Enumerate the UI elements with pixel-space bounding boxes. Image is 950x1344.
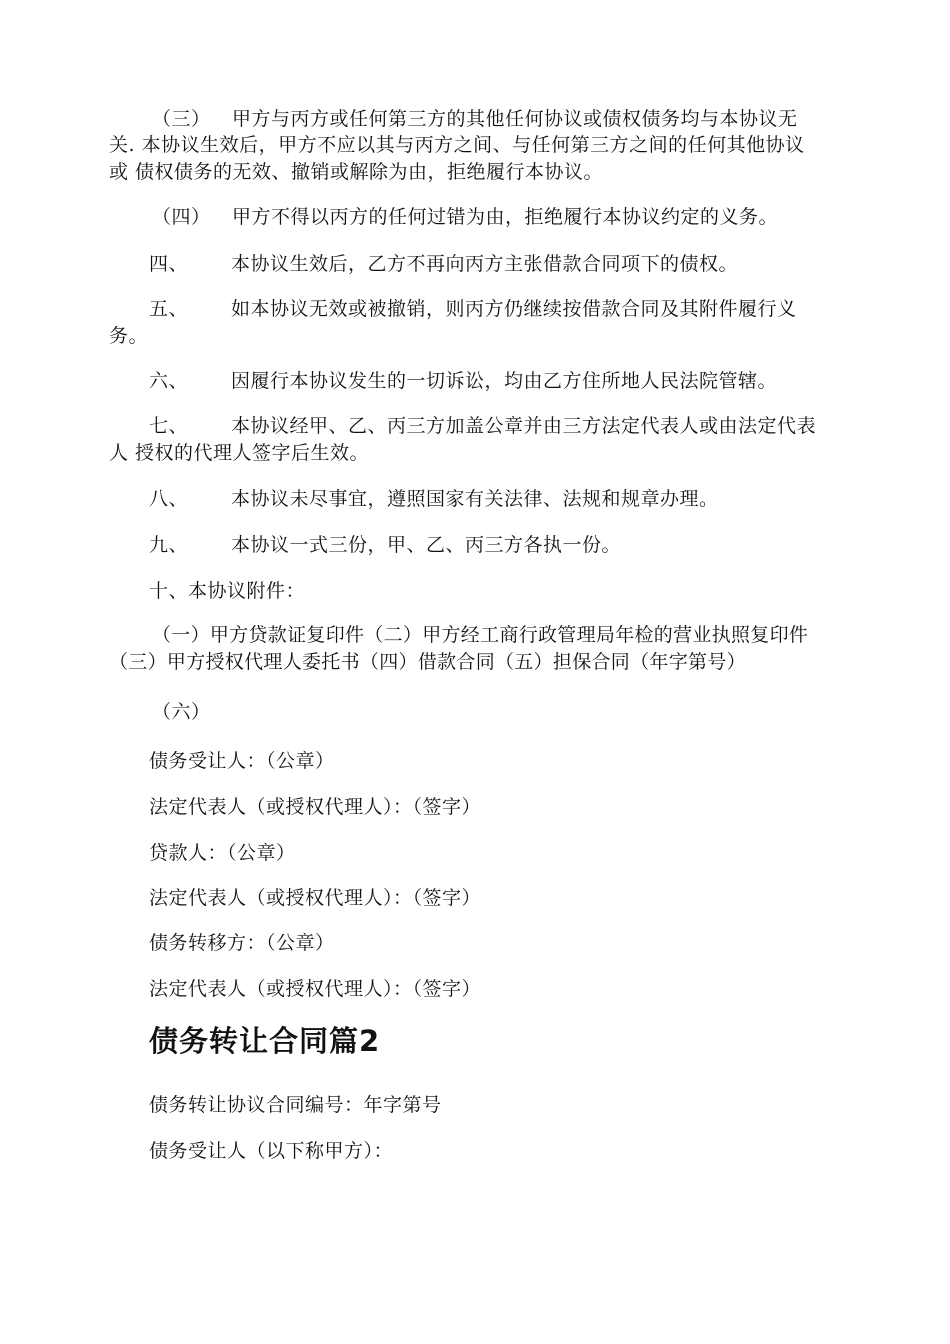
signature-lender: 贷款人：（公章）: [149, 842, 296, 864]
clause-number: （四）: [152, 206, 211, 228]
clause-3-4: [152, 205, 778, 229]
clause-3-3-line-2: 关. 本协议生效后，甲方不应以其与丙方之间、与任何第三方之间的任何其他协议: [109, 134, 805, 156]
clause-text: 本协议一式三份，甲、乙、丙三方各执一份。: [231, 534, 622, 556]
clause-9: [149, 533, 621, 557]
clause-3-3-line-3: 或 债权债务的无效、撤销或解除为由，拒绝履行本协议。: [109, 161, 604, 183]
attachments-line-2: （三）甲方授权代理人委托书（四）借款合同（五）担保合同（年字第号）: [109, 651, 746, 673]
clause-4: [149, 252, 738, 276]
clause-number: 五、: [149, 298, 189, 320]
clause-number: 八、: [149, 488, 189, 510]
clause-text: 如本协议无效或被撤销，则丙方仍继续按借款合同及其附件履行义: [231, 298, 797, 320]
signature-transferor: 债务转移方：（公章）: [149, 932, 335, 954]
section-heading: 债务转让合同篇2: [149, 1024, 381, 1058]
clause-number: 七、: [149, 415, 189, 437]
clause-7-line-2: 人 授权的代理人签字后生效。: [109, 442, 370, 464]
clause-text: 本协议未尽事宜，遵照国家有关法律、法规和规章办理。: [231, 488, 719, 510]
clause-text: 本协议生效后，乙方不再向丙方主张借款合同项下的债权。: [231, 253, 739, 275]
attachments-line-1: （一）甲方贷款证复印件（二）甲方经工商行政管理局年检的营业执照复印件: [152, 624, 809, 646]
clause-number: （三）: [152, 108, 211, 130]
party-a-line: 债务受让人（以下称甲方）：: [149, 1140, 394, 1162]
attachments-line-3: （六）: [152, 701, 211, 723]
clause-5-line-1: [149, 297, 797, 321]
clause-text: 甲方与丙方或任何第三方的其他任何协议或债权债务均与本协议无: [232, 108, 798, 130]
clause-8: [149, 487, 719, 511]
clause-text: 甲方不得以丙方的任何过错为由，拒绝履行本协议约定的义务。: [232, 206, 779, 228]
clause-text: 因履行本协议发生的一切诉讼，均由乙方住所地人民法院管辖。: [231, 370, 778, 392]
signature-assignee-rep: 法定代表人（或授权代理人）：（签字）: [149, 796, 482, 818]
clause-6: [149, 369, 777, 393]
signature-lender-rep: 法定代表人（或授权代理人）：（签字）: [149, 887, 482, 909]
clause-number: 六、: [149, 370, 189, 392]
clause-7-line-1: [149, 414, 816, 438]
clause-5-line-2: 务。: [109, 325, 149, 347]
contract-number: 债务转让协议合同编号：年字第号: [149, 1094, 442, 1116]
clause-number: 四、: [149, 253, 189, 275]
clause-text: 本协议经甲、乙、丙三方加盖公章并由三方法定代表人或由法定代表: [231, 415, 817, 437]
clause-10: 十、本协议附件：: [149, 580, 306, 602]
clause-3-3-line-1: [152, 107, 798, 131]
signature-transferor-rep: 法定代表人（或授权代理人）：（签字）: [149, 978, 482, 1000]
signature-assignee: 债务受让人：（公章）: [149, 750, 335, 772]
clause-number: 九、: [149, 534, 189, 556]
